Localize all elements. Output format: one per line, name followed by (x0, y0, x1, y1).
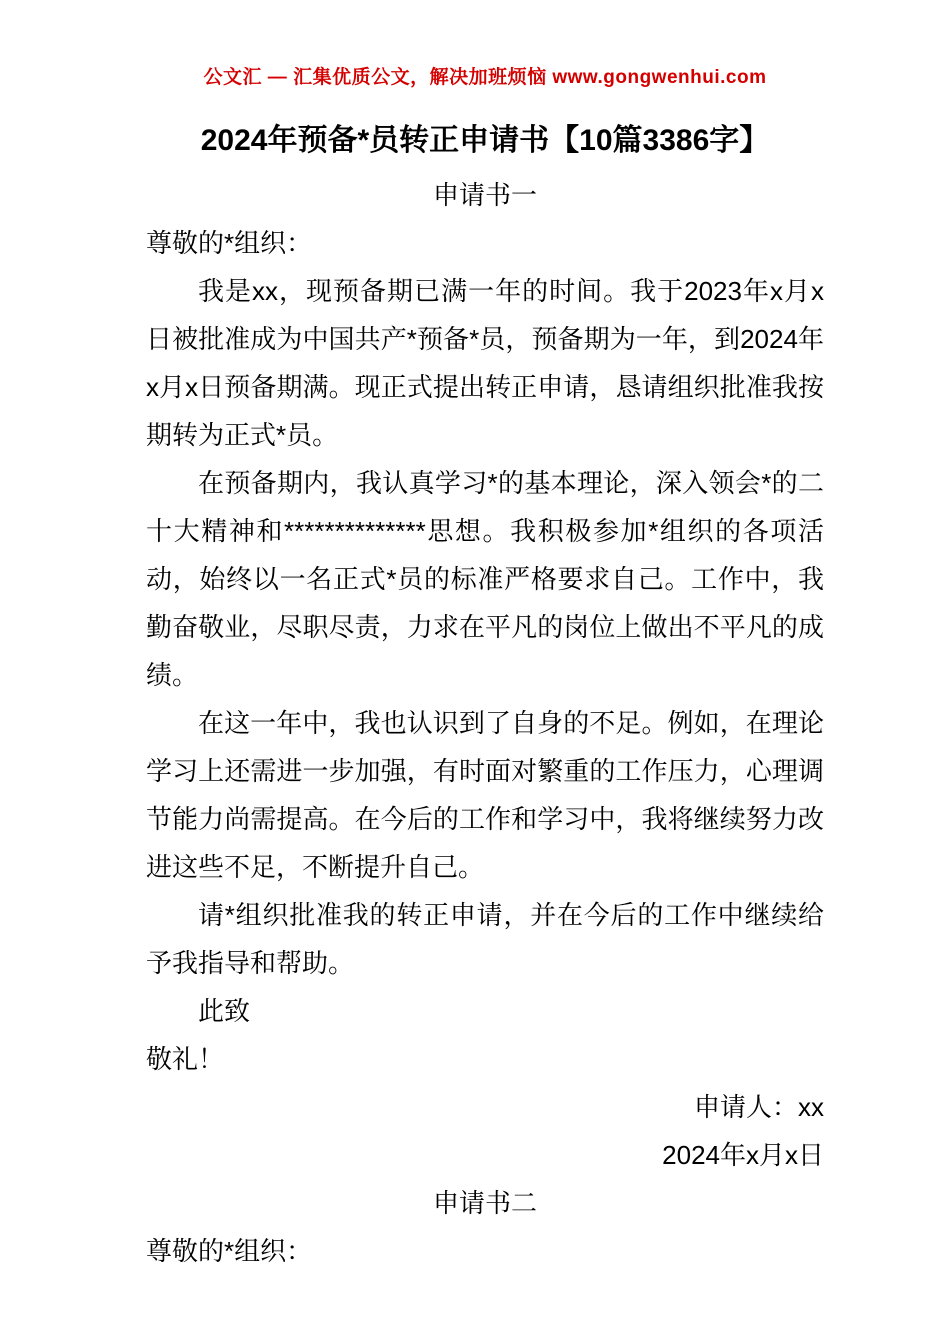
site-banner: 公文汇 — 汇集优质公文，解决加班烦恼 www.gongwenhui.com (203, 67, 767, 88)
document-title: 2024年预备*员转正申请书【10篇3386字】 (200, 124, 770, 157)
body-paragraph: 在这一年中，我也认识到了自身的不足。例如，在理论学习上还需进一步加强，有时面对繁重的工作压力，心理调节能力尚需提高。在今后的工作和学习中，我将继续努力改进这些不足，不断提升自己。 (146, 708, 824, 882)
document-body (146, 171, 824, 1275)
date: 2024年x月x日 (662, 1140, 824, 1170)
closing-jingli: 敬礼！ (146, 1044, 225, 1074)
body-paragraph: 请*组织批准我的转正申请，并在今后的工作中继续给予我指导和帮助。 (146, 900, 824, 978)
section-heading-1: 申请书一 (432, 180, 537, 210)
closing-cizhi: 此致 (198, 996, 251, 1026)
salutation-2: 尊敬的*组织： (146, 1236, 313, 1266)
salutation-1: 尊敬的*组织： (146, 228, 313, 258)
signature: 申请人：xx (693, 1092, 824, 1122)
body-paragraph: 我是xx，现预备期已满一年的时间。我于2023年x月x日被批准成为中国共产*预备*员，预备期为一年，到2024年x月x日预备期满。现正式提出转正申请，恳请组织批准我按期转为正式*员。 (146, 276, 824, 450)
body-paragraph: 在预备期内，我认真学习*的基本理论，深入领会*的二十大精神和**************思想。我积极参加*组织的各项活动，始终以一名正式*员的标准严格要求自己。工作中，我勤奋敬业，尽职尽责，力求在平凡的岗位上做出不平凡的成绩。 (146, 468, 824, 690)
section-heading-2: 申请书二 (432, 1188, 537, 1218)
